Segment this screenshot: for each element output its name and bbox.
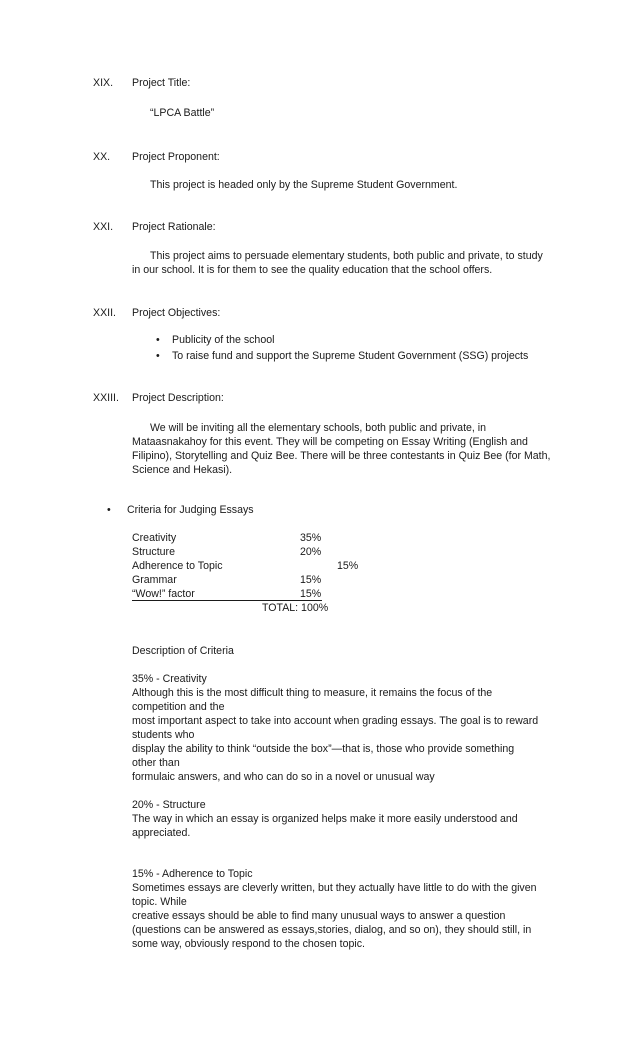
criteria-name: Creativity <box>132 532 177 544</box>
criterion-line: most important aspect to take into account when grading essays. The goal is to reward <box>132 715 539 727</box>
section-heading: Project Title: <box>132 77 191 89</box>
criterion-line: formulaic answers, and who can do so in a novel or unusual way <box>132 771 435 783</box>
rationale-line: This project aims to persuade elementary students, both public and private, to study <box>150 250 543 262</box>
criterion-line: students who <box>132 729 195 741</box>
objective-item: To raise fund and support the Supreme Student Government (SSG) projects <box>172 350 529 362</box>
criterion-line: display the ability to think “outside the box”—that is, those who provide something <box>132 743 515 755</box>
criteria-pct: 15% <box>300 588 322 600</box>
criterion-line: (questions can be answered as essays,stories, dialog, and so on), they should still, in <box>132 924 532 936</box>
proponent-text: This project is headed only by the Supreme Student Government. <box>150 179 458 191</box>
bullet-icon: • <box>107 504 111 516</box>
criteria-name: Structure <box>132 546 175 558</box>
criteria-name: “Wow!” factor <box>132 588 195 600</box>
criterion-line: The way in which an essay is organized helps make it more easily understood and <box>132 813 518 825</box>
criterion-heading: 35% - Creativity <box>132 673 207 685</box>
objective-item: Publicity of the school <box>172 334 275 346</box>
criteria-name: Adherence to Topic <box>132 560 223 572</box>
section-heading: Project Proponent: <box>132 151 220 163</box>
bullet-icon: • <box>156 350 160 362</box>
criterion-line: competition and the <box>132 701 225 713</box>
bullet-icon: • <box>156 334 160 346</box>
description-line: We will be inviting all the elementary schools, both public and private, in <box>150 422 487 434</box>
description-line: Science and Hekasi). <box>132 464 233 476</box>
criteria-total: TOTAL: 100% <box>262 602 329 614</box>
criteria-pct: 15% <box>300 574 322 586</box>
section-number: XIX. <box>93 77 114 89</box>
section-number: XXI. <box>93 221 114 233</box>
criteria-title: Criteria for Judging Essays <box>127 504 254 516</box>
criterion-line: other than <box>132 757 180 769</box>
criterion-line: creative essays should be able to find many unusual ways to answer a question <box>132 910 506 922</box>
section-heading: Project Rationale: <box>132 221 216 233</box>
criterion-line: Sometimes essays are cleverly written, but they actually have little to do with the given <box>132 882 537 894</box>
description-title: Description of Criteria <box>132 645 234 657</box>
rationale-line: in our school. It is for them to see the quality education that the school offers. <box>132 264 493 276</box>
criteria-pct: 15% <box>337 560 359 572</box>
criteria-pct: 20% <box>300 546 322 558</box>
section-number: XX. <box>93 151 111 163</box>
section-number: XXII. <box>93 307 116 319</box>
criterion-heading: 20% - Structure <box>132 799 206 811</box>
criteria-name: Grammar <box>132 574 177 586</box>
criterion-heading: 15% - Adherence to Topic <box>132 868 253 880</box>
project-title: “LPCA Battle” <box>150 107 215 119</box>
criterion-line: Although this is the most difficult thing to measure, it remains the focus of the <box>132 687 493 699</box>
section-heading: Project Description: <box>132 392 224 404</box>
criterion-line: topic. While <box>132 896 187 908</box>
section-heading: Project Objectives: <box>132 307 221 319</box>
description-line: Mataasnakahoy for this event. They will be competing on Essay Writing (English and <box>132 436 528 448</box>
section-number: XXIII. <box>93 392 119 404</box>
description-line: Filipino), Storytelling and Quiz Bee. There will be three contestants in Quiz Bee (for Math, <box>132 450 551 462</box>
criteria-pct: 35% <box>300 532 322 544</box>
criterion-line: some way, obviously respond to the chosen topic. <box>132 938 365 950</box>
criterion-line: appreciated. <box>132 827 191 839</box>
